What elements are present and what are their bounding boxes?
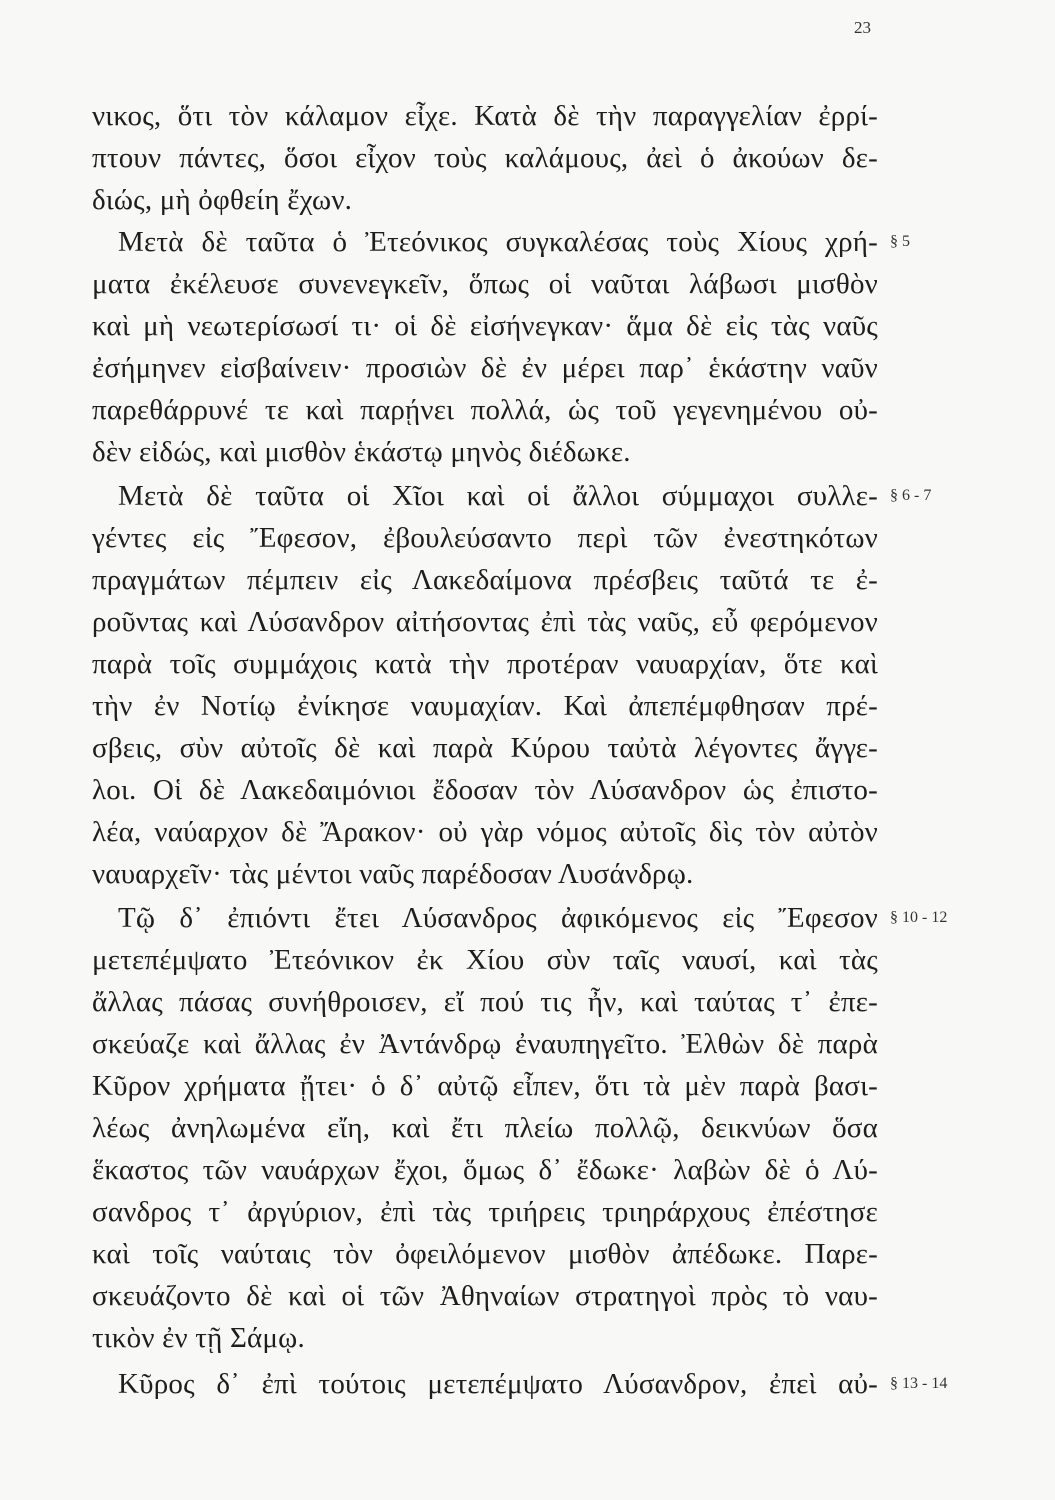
text-line: Κῦρον χρήματα ᾔτει· ὁ δ᾿ αὐτῷ εἶπεν, ὅτι τὰ μὲν παρὰ βασι-: [92, 1070, 878, 1102]
text-line: ροῦντας καὶ Λύσανδρον αἰτήσοντας ἐπὶ τὰς ναῦς, εὖ φερόμενον: [92, 606, 878, 638]
text-line: μετεπέμψατο Ἐτεόνικον ἐκ Χίου σὺν ταῖς ναυσί, καὶ τὰς: [92, 944, 878, 976]
text-line: δὲν εἰδώς, καὶ μισθὸν ἑκάστῳ μηνὸς διέδωκε.: [92, 436, 631, 468]
margin-ref: § 13 - 14: [890, 1375, 948, 1392]
text-line: πτουν πάντες, ὅσοι εἶχον τοὺς καλάμους, ἀεὶ ὁ ἀκούων δε-: [92, 142, 878, 174]
text-line: Μετὰ δὲ ταῦτα οἱ Χῖοι καὶ οἱ ἄλλοι σύμμαχοι συλλε-: [118, 480, 878, 512]
text-line: λοι. Οἱ δὲ Λακεδαιμόνιοι ἔδοσαν τὸν Λύσανδρον ὡς ἐπιστο-: [92, 774, 878, 806]
text-line: καὶ τοῖς ναύταις τὸν ὀφειλόμενον μισθὸν ἀπέδωκε. Παρε-: [92, 1238, 878, 1270]
text-line: σκεύαζε καὶ ἄλλας ἐν Ἀντάνδρῳ ἐναυπηγεῖτο. Ἐλθὼν δὲ παρὰ: [92, 1028, 878, 1060]
text-line: ἄλλας πάσας συνήθροισεν, εἴ πού τις ἦν, καὶ ταύτας τ᾿ ἐπε-: [92, 986, 878, 1018]
text-line: ἕκαστος τῶν ναυάρχων ἔχοι, ὅμως δ᾿ ἔδωκε· λαβὼν δὲ ὁ Λύ-: [92, 1154, 878, 1186]
text-line: σβεις, σὺν αὐτοῖς δὲ καὶ παρὰ Κύρου ταὐτὰ λέγοντες ἄγγε-: [92, 732, 878, 764]
text-line: πραγμάτων πέμπειν εἰς Λακεδαίμονα πρέσβεις ταῦτά τε ἐ-: [92, 564, 878, 596]
text-line: σκευάζοντο δὲ καὶ οἱ τῶν Ἀθηναίων στρατηγοὶ πρὸς τὸ ναυ-: [92, 1280, 878, 1312]
text-line: σανδρος τ᾿ ἀργύριον, ἐπὶ τὰς τριήρεις τριηράρχους ἐπέστησε: [92, 1196, 878, 1228]
text-line: παρὰ τοῖς συμμάχοις κατὰ τὴν προτέραν ναυαρχίαν, ὅτε καὶ: [92, 648, 878, 680]
text-line: Τῷ δ᾿ ἐπιόντι ἔτει Λύσανδρος ἀφικόμενος εἰς Ἔφεσον: [118, 902, 878, 934]
text-line: ναυαρχεῖν· τὰς μέντοι ναῦς παρέδοσαν Λυσάνδρῳ.: [92, 858, 694, 890]
margin-ref: § 5: [890, 233, 910, 250]
text-line: τὴν ἐν Νοτίῳ ἐνίκησε ναυμαχίαν. Καὶ ἀπεπέμφθησαν πρέ-: [92, 690, 878, 722]
text-line: παρεθάρρυνέ τε καὶ παρῄνει πολλά, ὡς τοῦ γεγενημένου οὐ-: [92, 394, 878, 426]
text-line: καὶ μὴ νεωτερίσωσί τι· οἱ δὲ εἰσήνεγκαν· ἅμα δὲ εἰς τὰς ναῦς: [92, 310, 878, 342]
text-line: λέα, ναύαρχον δὲ Ἄρακον· οὐ γὰρ νόμος αὐτοῖς δὶς τὸν αὐτὸν: [92, 816, 878, 848]
text-line: διώς, μὴ ὀφθείη ἔχων.: [92, 184, 353, 216]
text-line: ματα ἐκέλευσε συνενεγκεῖν, ὅπως οἱ ναῦται λάβωσι μισθὸν: [92, 268, 878, 300]
text-line: λέως ἀνηλωμένα εἴη, καὶ ἔτι πλείω πολλῷ, δεικνύων ὅσα: [92, 1112, 878, 1144]
text-line: Κῦρος δ᾿ ἐπὶ τούτοις μετεπέμψατο Λύσανδρον, ἐπεὶ αὐ-: [118, 1368, 878, 1400]
margin-ref: § 10 - 12: [890, 909, 948, 926]
text-line: τικὸν ἐν τῇ Σάμῳ.: [92, 1322, 305, 1354]
text-line: Μετὰ δὲ ταῦτα ὁ Ἐτεόνικος συγκαλέσας τοὺς Χίους χρή-: [118, 226, 878, 258]
page-number: 23: [854, 18, 871, 37]
text-line: γέντες εἰς Ἔφεσον, ἐβουλεύσαντο περὶ τῶν ἐνεστηκότων: [92, 522, 878, 554]
text-line: νικος, ὅτι τὸν κάλαμον εἶχε. Κατὰ δὲ τὴν παραγγελίαν ἐρρί-: [92, 100, 878, 132]
text-line: ἐσήμηνεν εἰσβαίνειν· προσιὼν δὲ ἐν μέρει παρ᾿ ἑκάστην ναῦν: [92, 352, 878, 384]
margin-ref: § 6 - 7: [890, 487, 932, 504]
